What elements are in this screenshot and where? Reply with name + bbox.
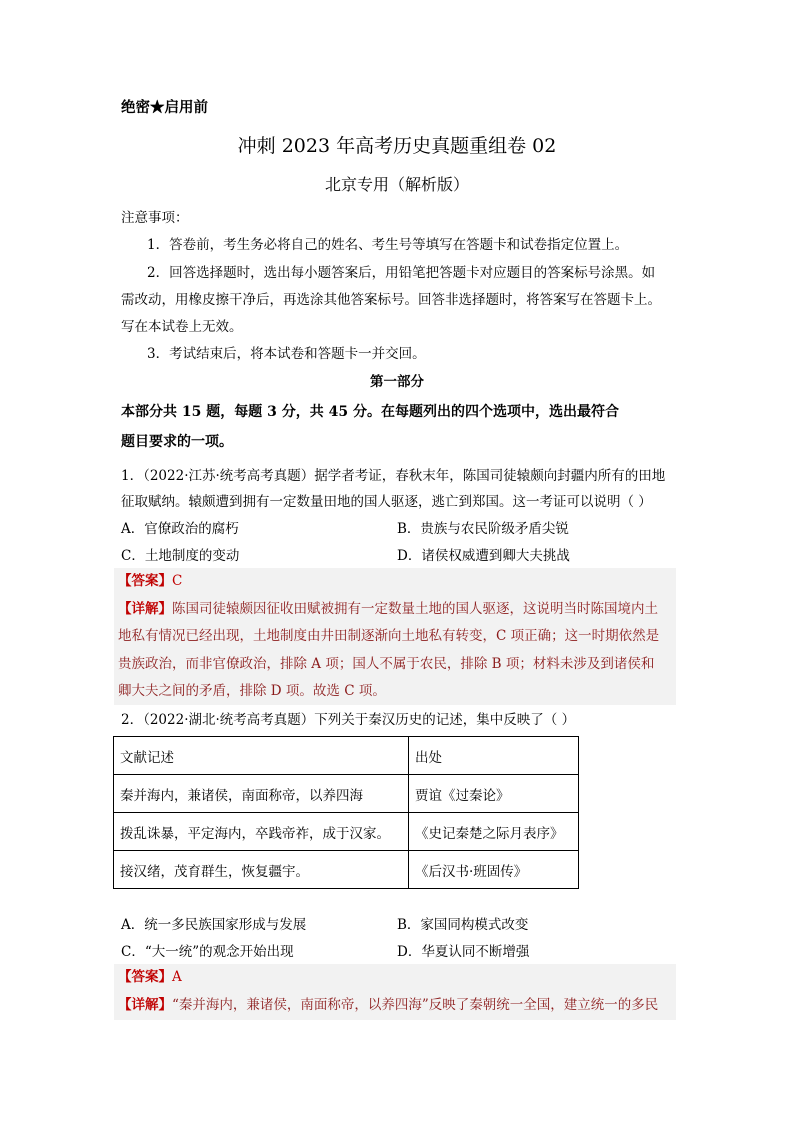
notice-item-1: 1．答卷前，考生务必将自己的姓名、考生号等填写在答题卡和试卷指定位置上。 [147, 237, 629, 253]
q1-answer-block [114, 568, 676, 705]
secret-label: 绝密★启用前 [121, 99, 208, 116]
table-cell: 贾谊《过秦论》 [409, 775, 579, 813]
q1-option-c: C．土地制度的变动 [121, 548, 240, 564]
q2-option-a: A．统一多民族国家形成与发展 [121, 917, 307, 933]
q2-detail-text-1: “秦并海内，兼诸侯，南面称帝，以养四海”反映了秦朝统一全国，建立统一的多民 [172, 996, 659, 1013]
table-cell: 秦并海内，兼诸侯，南面称帝，以养四海 [114, 775, 409, 813]
q1-detail-text-1: 陈国司徒辕颇因征收田赋被拥有一定数量土地的国人驱逐，这说明当时陈国境内土 [172, 600, 658, 617]
notice-item-2-line-1: 2．回答选择题时，选出每小题答案后，用铅笔把答题卡对应题目的答案标号涂黑。如 [147, 265, 656, 281]
table-cell: 接汉绪，茂育群生，恢复疆宇。 [114, 851, 409, 889]
q1-answer-line [114, 568, 676, 596]
notice-item-3: 3．考试结束后，将本试卷和答题卡一并交回。 [147, 346, 426, 362]
page-subtitle: 北京专用（解析版） [324, 175, 469, 194]
table-cell: 《史记秦楚之际月表序》 [409, 813, 579, 851]
q2-source-table [113, 736, 579, 889]
answer-tag: 【答案】 [118, 969, 172, 985]
q1-detail-line-2: 地私有情况已经出现，土地制度由井田制逐渐向土地私有转变，C 项正确；这一时期依然是 [118, 628, 660, 644]
q2-answer-value: A [172, 969, 182, 985]
notice-item-2-line-2: 需改动，用橡皮擦干净后，再选涂其他答案标号。回答非选择题时，将答案写在答题卡上。 [121, 292, 661, 308]
detail-tag: 【详解】 [118, 600, 172, 617]
table-header-cell: 文献记述 [114, 737, 409, 775]
q1-option-d: D．诸侯权威遭到卿大夫挑战 [397, 548, 570, 564]
table-row [114, 813, 579, 851]
q1-stem-line-1: 1．（2022·江苏·统考高考真题）据学者考证，春秋末年，陈国司徒辕颇向封疆内所有的田地 [121, 468, 666, 484]
table-cell: 拨乱诛暴，平定海内，卒践帝祚，成于汉家。 [114, 813, 409, 851]
q2-answer-block [114, 964, 676, 1020]
q1-detail-line-1 [114, 596, 676, 624]
q2-option-d: D．华夏认同不断增强 [397, 944, 530, 960]
notice-heading: 注意事项： [121, 210, 189, 226]
q2-option-c: C．“大一统”的观念开始出现 [121, 944, 294, 960]
page-title: 冲刺 2023 年高考历史真题重组卷 02 [237, 135, 557, 157]
notice-item-2-line-3: 写在本试卷上无效。 [121, 319, 243, 335]
answer-tag: 【答案】 [118, 573, 172, 589]
q1-detail-line-4: 卿大夫之间的矛盾，排除 D 项。故选 C 项。 [118, 683, 386, 699]
part-heading: 第一部分 [370, 374, 424, 390]
table-row [114, 851, 579, 889]
q1-stem-line-2: 征取赋纳。辕颇遭到拥有一定数量田地的国人驱逐，逃亡到郑国。这一考证可以说明（ ） [121, 494, 652, 510]
q1-option-b: B．贵族与农民阶级矛盾尖锐 [397, 521, 569, 537]
part-intro-line-2: 题目要求的一项。 [121, 434, 233, 450]
table-row [114, 775, 579, 813]
detail-tag: 【详解】 [118, 996, 172, 1013]
q2-option-b: B．家国同构模式改变 [397, 917, 529, 933]
q2-detail-line-1 [114, 992, 676, 1020]
table-header-row [114, 737, 579, 775]
table-header-cell: 出处 [409, 737, 579, 775]
part-intro-line-1: 本部分共 15 题，每题 3 分，共 45 分。在每题列出的四个选项中，选出最符合 [121, 404, 619, 420]
q1-detail-line-3: 贵族政治，而非官僚政治，排除 A 项；国人不属于农民，排除 B 项；材料未涉及到诸侯和 [118, 655, 655, 672]
q2-stem: 2．（2022·湖北·统考高考真题）下列关于秦汉历史的记述，集中反映了（ ） [121, 712, 576, 728]
q1-option-a: A．官僚政治的腐朽 [121, 521, 239, 537]
q2-answer-line [114, 964, 676, 992]
table-cell: 《后汉书·班固传》 [409, 851, 579, 889]
q1-answer-value: C [172, 573, 183, 589]
